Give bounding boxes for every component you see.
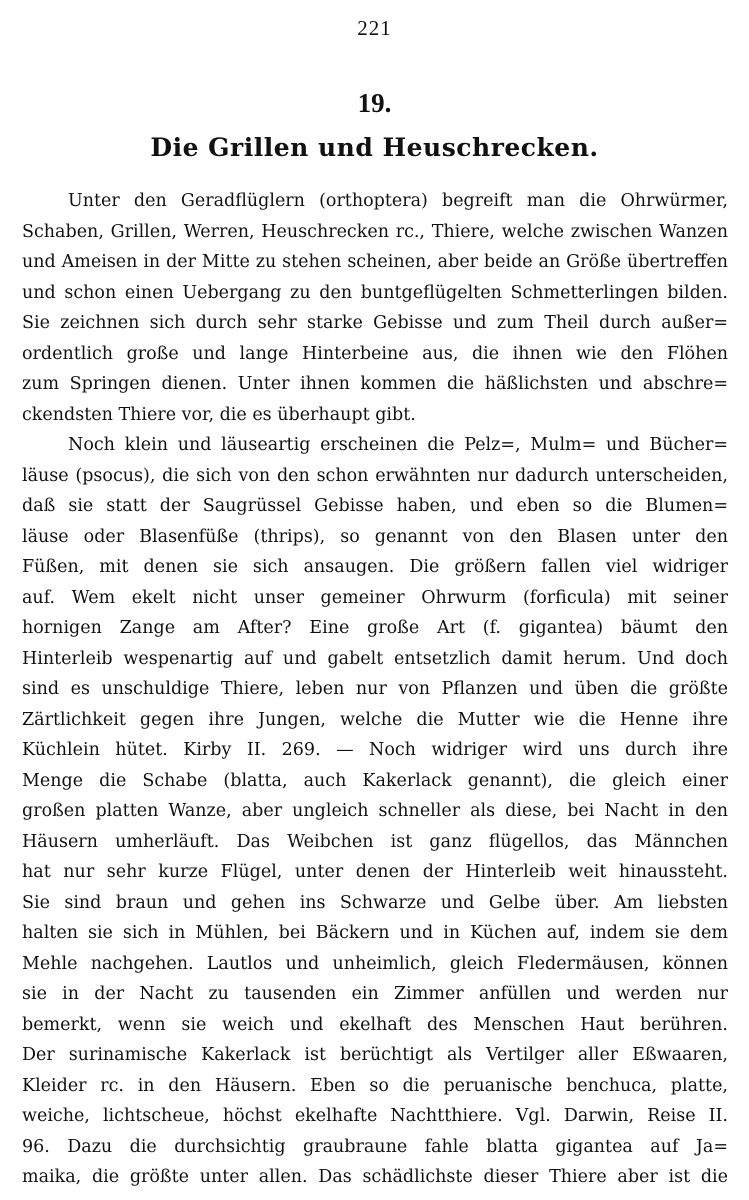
- text-line: Mehle nachgehen. Lautlos und unheimlich, gleich Fledermäusen, können: [22, 953, 728, 974]
- text-line: und Ameisen in der Mitte zu stehen scheinen, aber beide an Größe übertreffen: [22, 252, 728, 272]
- chapter-number: 19.: [357, 88, 392, 118]
- text-line: großen platten Wanze, aber ungleich schneller als diese, bei Nacht in den: [22, 801, 728, 821]
- chapter-title: Die Grillen und Heuschrecken.: [150, 133, 599, 162]
- text-line: Hinterleib wespenartig auf und gabelt entsetzlich damit herum. Und doch: [22, 648, 728, 669]
- text-line: läuse (psocus), die sich von den schon erwähnten nur dadurch unterscheiden,: [22, 465, 728, 486]
- text-line: ckendsten Thiere vor, die es überhaupt gibt.: [22, 404, 416, 425]
- text-line: weiche, lichtscheue, höchst ekelhafte Nachtthiere. Vgl. Darwin, Reise II.: [22, 1106, 728, 1126]
- text-line: bemerkt, wenn sie weich und ekelhaft des Menschen Haut berühren.: [22, 1014, 728, 1035]
- text-line: Füßen, mit denen sie sich ansaugen. Die größern fallen viel widriger: [22, 557, 728, 577]
- text-line: Kleider rc. in den Häusern. Eben so die peruanische benchuca, platte,: [22, 1075, 728, 1096]
- page-number: 221: [357, 16, 392, 40]
- text-line: ordentlich große und lange Hinterbeine aus, die ihnen wie den Flöhen: [22, 343, 728, 364]
- text-line: zum Springen dienen. Unter ihnen kommen die häßlichsten und abschre=: [22, 374, 728, 394]
- text-line: daß sie statt der Saugrüssel Gebisse haben, und eben so die Blumen=: [22, 496, 728, 516]
- text-line: läuse oder Blasenfüße (thrips), so genannt von den Blasen unter den: [22, 526, 728, 547]
- text-line: sie in der Nacht zu tausenden ein Zimmer anfüllen und werden nur: [22, 984, 728, 1004]
- text-line: Menge die Schabe (blatta, auch Kakerlack genannt), die gleich einer: [22, 770, 728, 791]
- text-line: Küchlein hütet. Kirby II. 269. — Noch widriger wird uns durch ihre: [22, 740, 728, 760]
- text-line: Der surinamische Kakerlack ist berüchtigt als Vertilger aller Eßwaaren,: [22, 1045, 728, 1065]
- text-line: sind es unschuldige Thiere, leben nur von Pflanzen und üben die größte: [22, 679, 728, 699]
- body-text: [22, 186, 728, 1193]
- text-line: 96. Dazu die durchsichtig graubraune fahle blatta gigantea auf Ja=: [22, 1136, 728, 1157]
- text-line: Sie sind braun und gehen ins Schwarze und Gelbe über. Am liebsten: [22, 892, 728, 913]
- text-line: Noch klein und läuseartig erscheinen die Pelz=, Mulm= und Bücher=: [68, 435, 728, 455]
- text-line: Zärtlichkeit gegen ihre Jungen, welche die Mutter wie die Henne ihre: [22, 709, 728, 730]
- text-line: maika, die größte unter allen. Das schädlichste dieser Thiere aber ist die: [22, 1167, 728, 1187]
- text-line: Sie zeichnen sich durch sehr starke Gebisse und zum Theil durch außer=: [22, 313, 728, 333]
- text-line: auf. Wem ekelt nicht unser gemeiner Ohrwurm (forficula) mit seiner: [22, 587, 728, 608]
- text-line: hornigen Zange am After? Eine große Art (f. gigantea) bäumt den: [22, 618, 728, 638]
- text-line: hat nur sehr kurze Flügel, unter denen der Hinterleib weit hinaussteht.: [22, 862, 728, 882]
- text-line: Häusern umherläuft. Das Weibchen ist ganz flügellos, das Männchen: [22, 831, 728, 852]
- text-line: und schon einen Uebergang zu den buntgeflügelten Schmetterlingen bilden.: [22, 282, 728, 303]
- text-line: Schaben, Grillen, Werren, Heuschrecken rc., Thiere, welche zwischen Wanzen: [22, 221, 728, 242]
- text-line: halten sie sich in Mühlen, bei Bäckern und in Küchen auf, indem sie dem: [22, 923, 728, 943]
- text-line: Unter den Geradflüglern (orthoptera) begreift man die Ohrwürmer,: [68, 191, 728, 211]
